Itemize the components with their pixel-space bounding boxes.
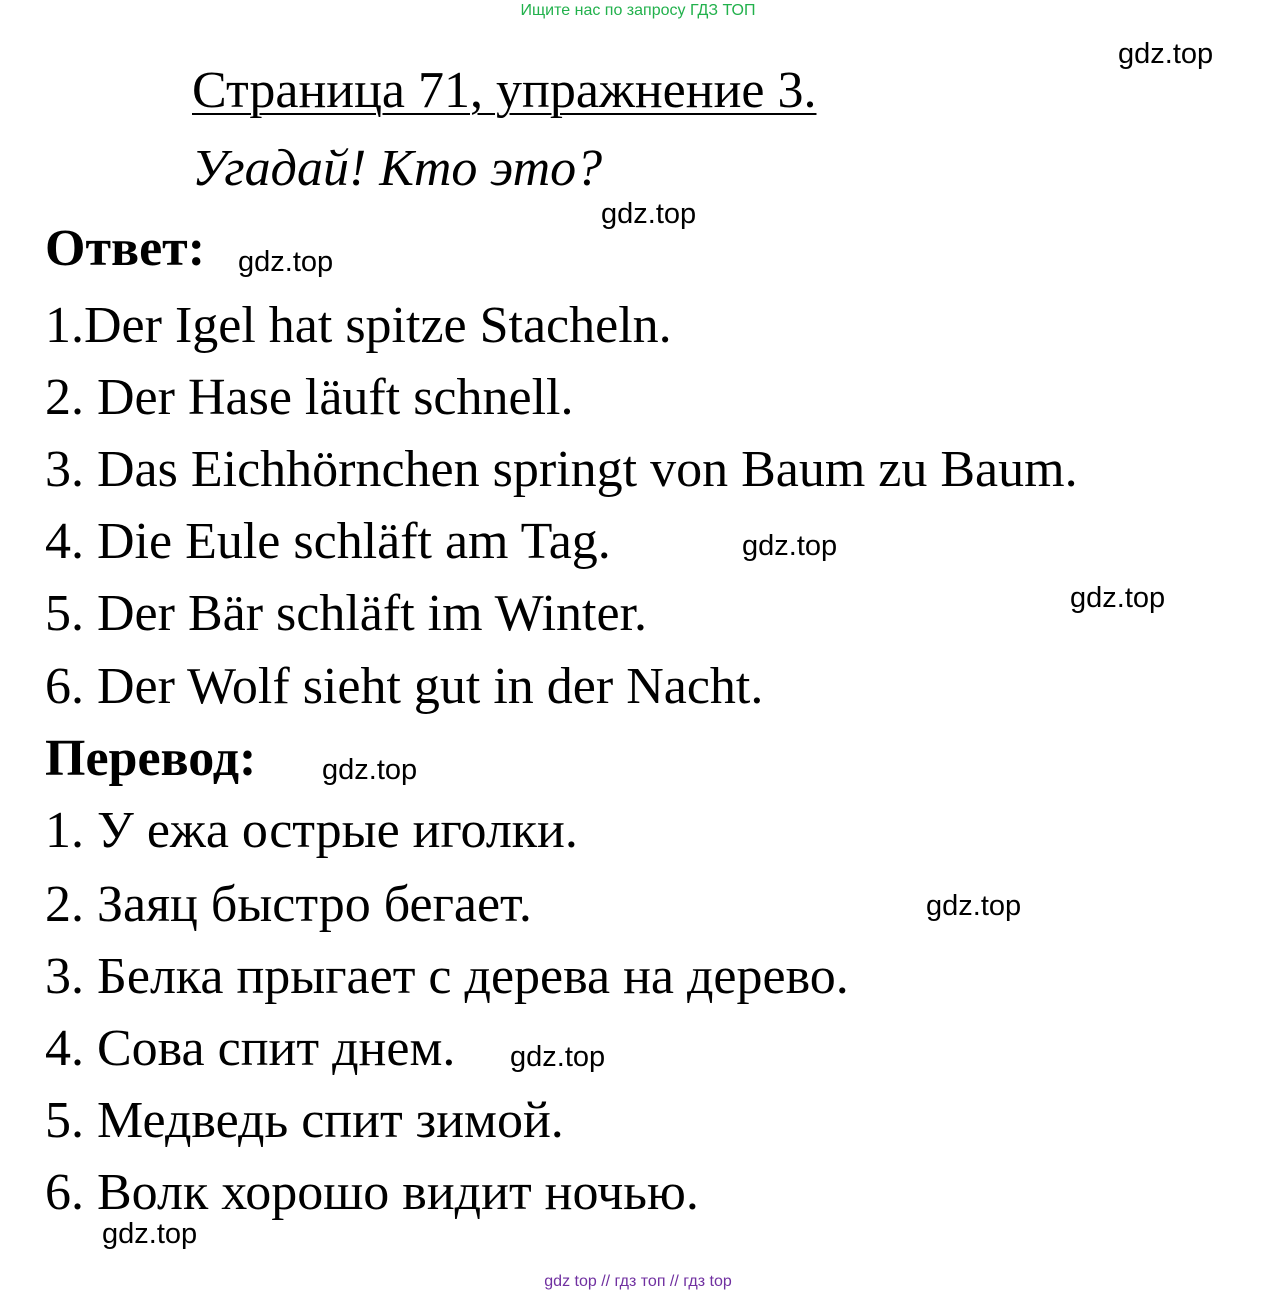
translation-line-5: 5. Медведь спит зимой.	[45, 1092, 564, 1149]
translation-line-6: 6. Волк хорошо видит ночью.	[45, 1164, 699, 1221]
watermark: gdz.top	[510, 1041, 606, 1073]
watermark: gdz.top	[742, 530, 838, 562]
answer-line-4: 4. Die Eule schläft am Tag.	[45, 513, 611, 570]
translation-heading: Перевод:	[45, 730, 257, 787]
answer-line-3: 3. Das Eichhörnchen springt von Baum zu Baum.	[45, 441, 1078, 498]
bottom-footer: gdz top // гдз топ // гдз top	[544, 1273, 732, 1290]
answer-line-1: 1.Der Igel hat spitze Stacheln.	[45, 297, 672, 354]
translation-line-1: 1. У ежа острые иголки.	[45, 802, 578, 859]
watermark: gdz.top	[601, 198, 697, 230]
answer-line-5: 5. Der Bär schläft im Winter.	[45, 585, 648, 642]
watermark: gdz.top	[1118, 38, 1214, 70]
watermark: gdz.top	[1070, 582, 1166, 614]
translation-line-3: 3. Белка прыгает с дерева на дерево.	[45, 948, 849, 1005]
watermark: gdz.top	[102, 1218, 198, 1250]
exercise-subtitle: Угадай! Кто это?	[192, 140, 603, 197]
answer-line-2: 2. Der Hase läuft schnell.	[45, 369, 574, 426]
page-title: Страница 71, упражнение 3.	[192, 62, 817, 119]
answer-heading: Ответ:	[45, 220, 206, 277]
translation-line-4: 4. Сова спит днем.	[45, 1020, 456, 1077]
watermark: gdz.top	[322, 754, 418, 786]
watermark: gdz.top	[926, 890, 1022, 922]
answer-line-6: 6. Der Wolf sieht gut in der Nacht.	[45, 658, 764, 715]
watermark: gdz.top	[238, 246, 334, 278]
translation-line-2: 2. Заяц быстро бегает.	[45, 876, 532, 933]
top-banner: Ищите нас по запросу ГДЗ ТОП	[520, 2, 756, 19]
